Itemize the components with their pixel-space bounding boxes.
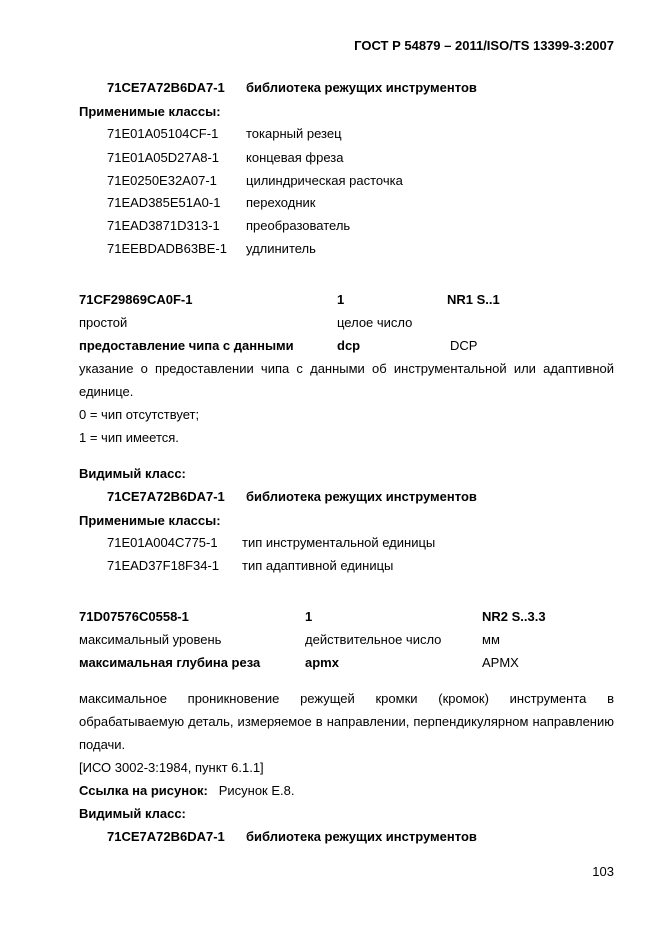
class-row-name: удлинитель xyxy=(246,241,316,256)
class-row-id: 71EAD3871D313-1 xyxy=(107,218,220,233)
class-row-id: 71EEBDADB63BE-1 xyxy=(107,241,227,256)
visible-class-id: 71CE7A72B6DA7-1 xyxy=(107,489,225,504)
visible-class-name: библиотека режущих инструментов xyxy=(246,829,477,844)
class-row-id: 71E0250E32A07-1 xyxy=(107,173,217,188)
visible-class-id: 71CE7A72B6DA7-1 xyxy=(107,829,225,844)
property-version: 1 xyxy=(337,292,345,307)
class-row-name: тип адаптивной единицы xyxy=(242,558,394,573)
class-id: 71CE7A72B6DA7-1 xyxy=(107,80,225,95)
applicable-classes-label: Применимые классы: xyxy=(79,513,221,528)
property-symbol: dcp xyxy=(337,338,361,353)
reference: [ИСО 3002-3:1984, пункт 6.1.1] xyxy=(79,760,264,775)
figure-reference xyxy=(79,783,294,799)
property-symbol: apmx xyxy=(305,655,339,670)
page-number: 103 xyxy=(592,864,614,879)
value-description: 1 = чип имеется. xyxy=(79,430,179,445)
class-row-name: токарный резец xyxy=(246,126,342,141)
property-kind: простой xyxy=(79,315,128,330)
property-kind: максимальный уровень xyxy=(79,632,222,647)
property-unit: мм xyxy=(482,632,500,647)
applicable-classes-label: Применимые классы: xyxy=(79,104,221,119)
property-name: предоставление чипа с данными xyxy=(79,338,294,353)
property-datatype: действительное число xyxy=(305,632,442,647)
class-row-name: цилиндрическая расточка xyxy=(246,173,403,188)
property-definition: максимальное проникновение режущей кромки (кромок) инструмента в обрабатываемую деталь, измеряемое в направлении, перпендикулярном направлению подачи. xyxy=(79,691,614,752)
property-format: NR2 S..3.3 xyxy=(482,609,546,624)
figure-reference-label: Ссылка на рисунок: xyxy=(79,783,208,798)
property-id: 71D07576C0558-1 xyxy=(79,609,189,624)
class-row-id: 71EAD385E51A0-1 xyxy=(107,195,221,210)
property-definition: указание о предоставлении чипа с данными об инструментальной или адаптивной единице. xyxy=(79,361,614,399)
class-row-id: 71E01A05104CF-1 xyxy=(107,126,219,141)
class-name: библиотека режущих инструментов xyxy=(246,80,477,95)
class-row-name: переходник xyxy=(246,195,316,210)
class-row-name: преобразователь xyxy=(246,218,351,233)
visible-class-name: библиотека режущих инструментов xyxy=(246,489,477,504)
property-code: APMX xyxy=(482,655,519,670)
property-id: 71CF29869CA0F-1 xyxy=(79,292,193,307)
class-row-name: концевая фреза xyxy=(246,150,344,165)
visible-class-label: Видимый класс: xyxy=(79,806,186,821)
property-format: NR1 S..1 xyxy=(447,292,500,307)
visible-class-label: Видимый класс: xyxy=(79,466,186,481)
class-row-name: тип инструментальной единицы xyxy=(242,535,436,550)
property-datatype: целое число xyxy=(337,315,413,330)
property-name: максимальная глубина реза xyxy=(79,655,261,670)
class-row-id: 71E01A05D27A8-1 xyxy=(107,150,220,165)
figure-reference-value: Рисунок Е.8. xyxy=(218,783,295,798)
document-header: ГОСТ Р 54879 – 2011/ISO/TS 13399-3:2007 xyxy=(354,38,614,53)
property-version: 1 xyxy=(305,609,313,624)
class-row-id: 71EAD37F18F34-1 xyxy=(107,558,220,573)
property-code: DCP xyxy=(450,338,478,353)
class-row-id: 71E01A004C775-1 xyxy=(107,535,218,550)
value-description: 0 = чип отсутствует; xyxy=(79,407,200,422)
